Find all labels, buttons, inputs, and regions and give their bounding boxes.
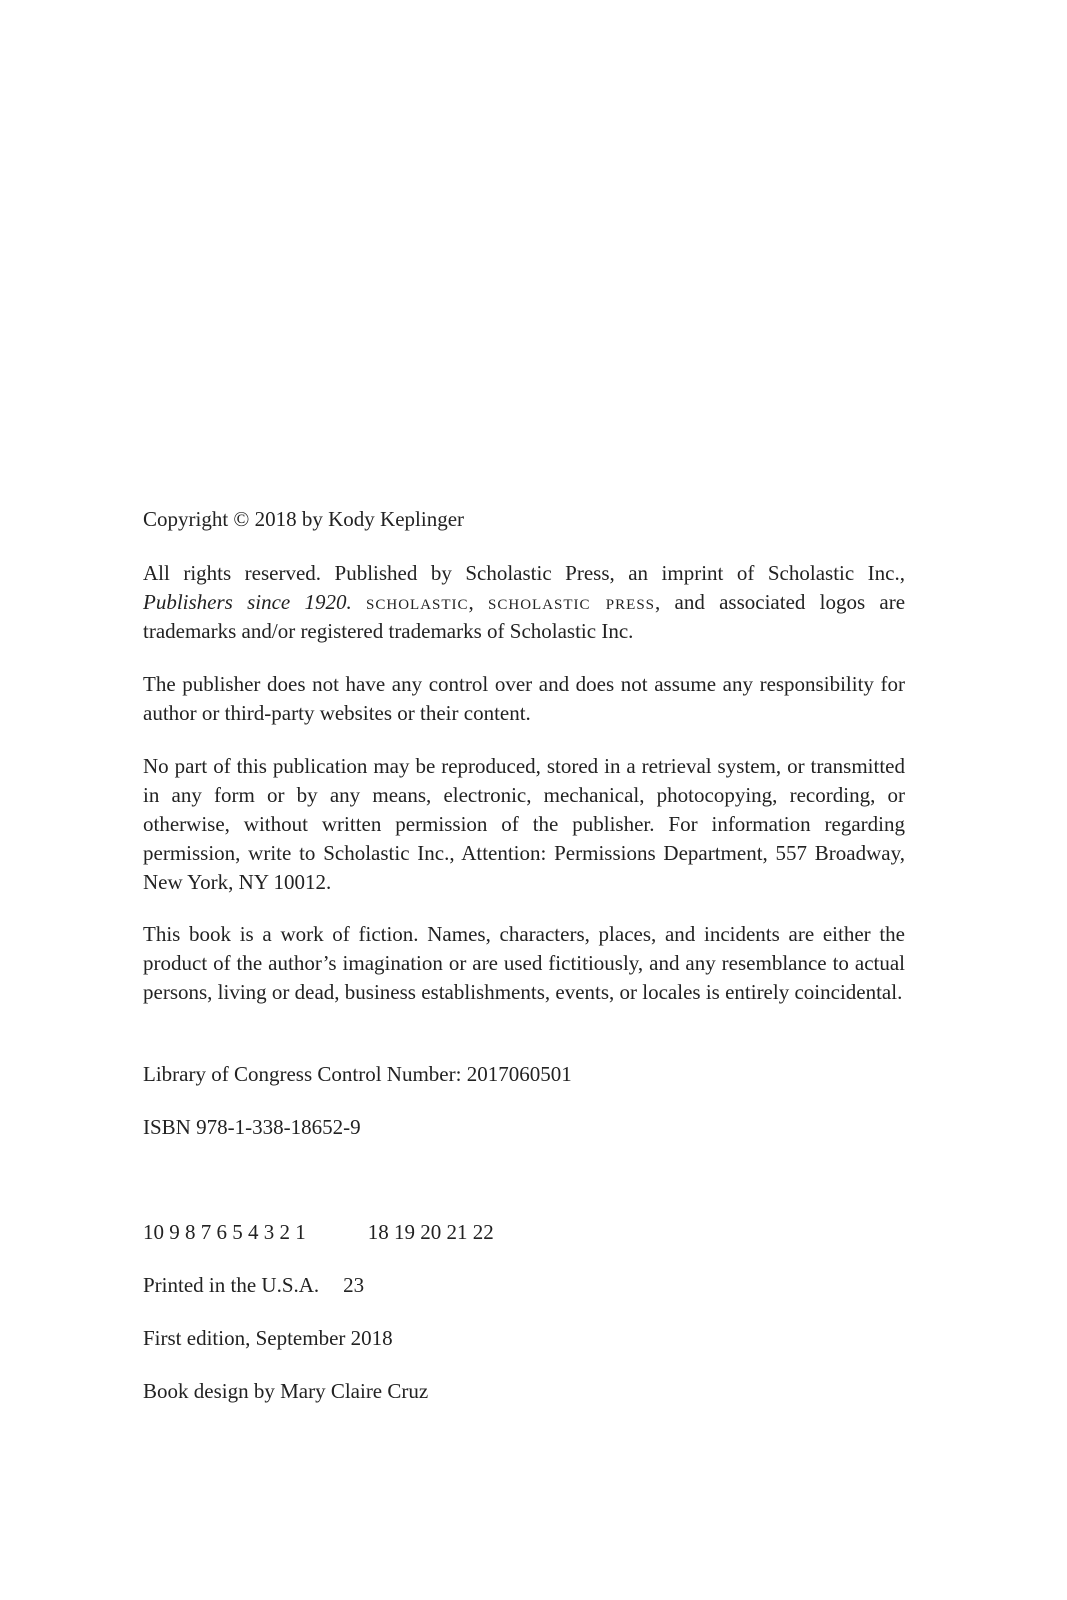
printing-numbers: 10 9 8 7 6 5 4 3 2 1 [143, 1220, 306, 1244]
isbn-line: ISBN 978-1-338-18652-9 [143, 1115, 361, 1139]
no-part-paragraph: No part of this publication may be reproduced, stored in a retrieval system, or transmitted in any form or by any means, electronic, mechanical, photocopying, recording, or otherwise, without written permission of the publisher. For information regarding permission, write to Scholastic Inc., Attention: Permissions Department, 557 Broadway, New York, NY 10012. [143, 754, 905, 894]
scholastic-press-mark: scholastic press [488, 590, 656, 614]
printed-code: 23 [343, 1273, 365, 1297]
fiction-disclaimer: This book is a work of fiction. Names, characters, places, and incidents are either the product of the author’s imagination or are used fictitiously, and any resemblance to actual persons, living or dead, business establishments, events, or locales is entirely coincidental. [143, 922, 905, 1004]
copyright-line: Copyright © 2018 by Kody Keplinger [143, 507, 465, 531]
printed-label: Printed in the U.S.A. [143, 1273, 320, 1297]
rights-comma: , [468, 590, 474, 614]
printing-years: 18 19 20 21 22 [367, 1220, 494, 1244]
design-credit: Book design by Mary Claire Cruz [143, 1379, 429, 1403]
rights-paragraph [143, 559, 905, 646]
printed-line [143, 1271, 905, 1300]
rights-text-1: All rights reserved. Published by Scholastic Press, an imprint of Scholastic Inc., [143, 561, 905, 585]
edition-line: First edition, September 2018 [143, 1326, 393, 1350]
lccn-line: Library of Congress Control Number: 2017060501 [143, 1062, 572, 1086]
publisher-note: The publisher does not have any control over and does not assume any responsibility for author or third-party websites or their content. [143, 672, 905, 725]
publishers-since: Publishers since 1920. [143, 590, 352, 614]
printing-line [143, 1218, 905, 1247]
rights-text-2: , and associated logos are trademarks and/or registered trademarks of Scholastic Inc. [143, 590, 906, 643]
scholastic-mark: scholastic [366, 590, 469, 614]
